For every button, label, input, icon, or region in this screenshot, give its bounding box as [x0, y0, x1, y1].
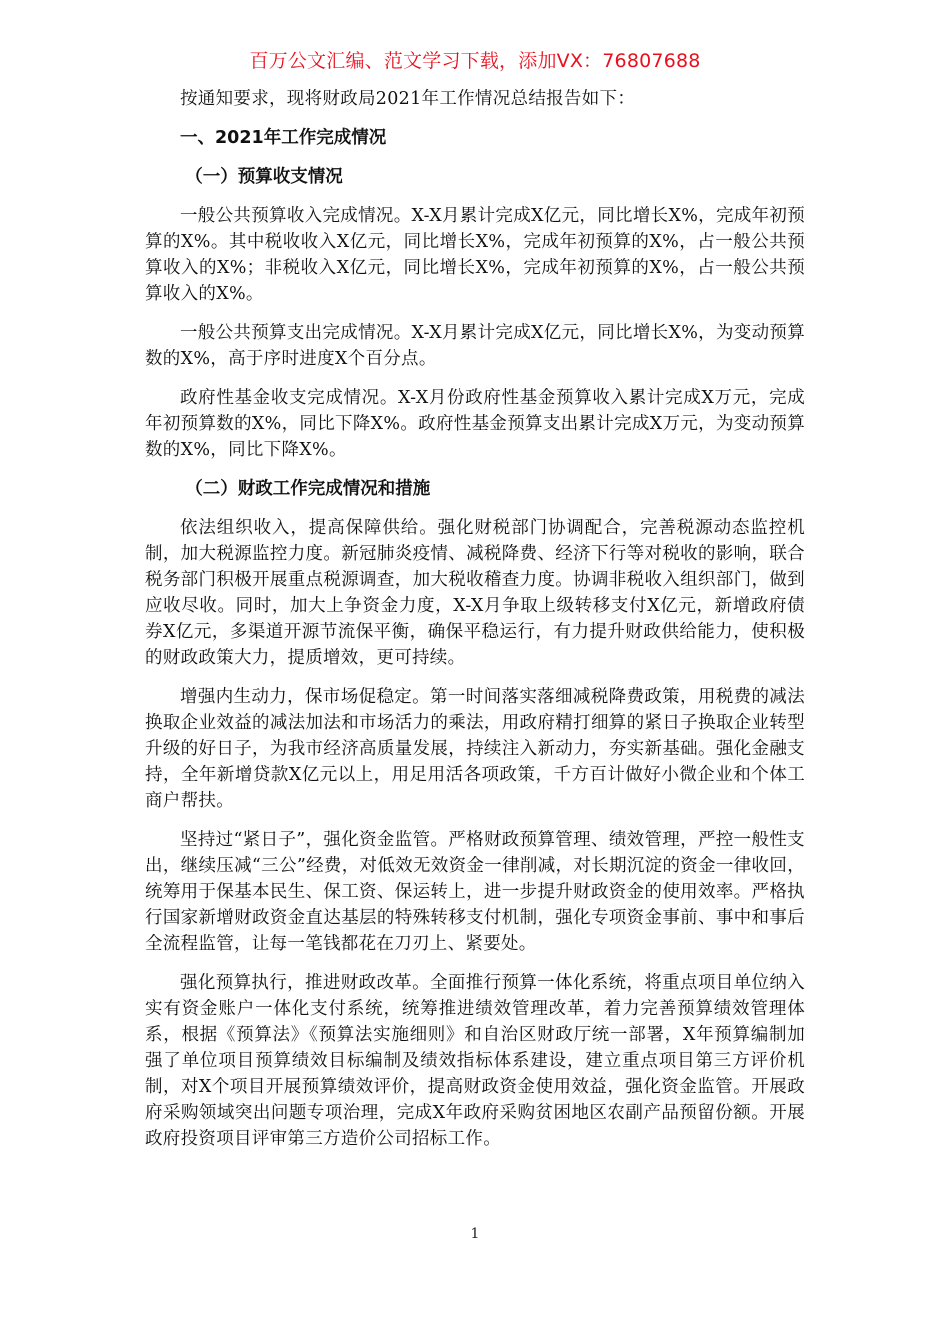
- paragraph: 政府性基金收支完成情况。X-X月份政府性基金预算收入累计完成X万元，完成年初预算数的X%，同比下降X%。政府性基金预算支出累计完成X万元，为变动预算数的X%，同比下降X%。: [145, 388, 805, 460]
- paragraph: 增强内生动力，保市场促稳定。第一时间落实落细减税降费政策，用税费的减法换取企业效益的减法加法和市场活力的乘法，用政府精打细算的紧日子换取企业转型升级的好日子，为我市经济高质量发展，持续注入新动力，夯实新基础。强化金融支持，全年新增贷款X亿元以上，用足用活各项政策，千方百计做好小微企业和个体工商户帮扶。: [145, 687, 805, 811]
- document-body: [145, 86, 805, 1165]
- header-banner: 百万公文汇编、范文学习下载，添加VX：76807688: [249, 50, 701, 72]
- page-number: 1: [470, 1226, 480, 1242]
- subsection-title-measures: （二）财政工作完成情况和措施: [185, 479, 431, 499]
- paragraph: 强化预算执行，推进财政改革。全面推行预算一体化系统，将重点项目单位纳入实有资金账户一体化支付系统，统筹推进绩效管理改革，着力完善预算绩效管理体系，根据《预算法》《预算法实施细则》和自治区财政厅统一部署，X年预算编制加强了单位项目预算绩效目标编制及绩效指标体系建设，建立重点项目第三方评价机制，对X个项目开展预算绩效评价，提高财政资金使用效益，强化资金监管。开展政府采购领域突出问题专项治理，完成X年政府采购贫困地区农副产品预留份额。开展政府投资项目评审第三方造价公司招标工作。: [145, 973, 805, 1149]
- paragraph: 依法组织收入，提高保障供给。强化财税部门协调配合，完善税源动态监控机制，加大税源监控力度。新冠肺炎疫情、减税降费、经济下行等对税收的影响，联合税务部门积极开展重点税源调查，加大税收稽查力度。协调非税收入组织部门，做到应收尽收。同时，加大上争资金力度，X-X月争取上级转移支付X亿元，新增政府债券X亿元，多渠道开源节流保平衡，确保平稳运行，有力提升财政供给能力，使积极的财政政策大力，提质增效，更可持续。: [145, 518, 805, 668]
- subsection-title-budget: （一）预算收支情况: [185, 167, 343, 187]
- paragraph: 一般公共预算收入完成情况。X-X月累计完成X亿元，同比增长X%，完成年初预算的X%。其中税收收入X亿元，同比增长X%，完成年初预算的X%，占一般公共预算收入的X%；非税收入X亿元，同比增长X%，完成年初预算的X%，占一般公共预算收入的X%。: [145, 206, 805, 304]
- section-title: 一、2021年工作完成情况: [180, 128, 387, 148]
- paragraph: 一般公共预算支出完成情况。X-X月累计完成X亿元，同比增长X%，为变动预算数的X%，高于序时进度X个百分点。: [145, 323, 805, 369]
- intro-paragraph: 按通知要求，现将财政局2021年工作情况总结报告如下：: [180, 89, 636, 109]
- paragraph: 坚持过“紧日子”，强化资金监管。严格财政预算管理、绩效管理，严控一般性支出，继续压减“三公”经费，对低效无效资金一律削减，对长期沉淀的资金一律收回，统筹用于保基本民生、保工资、保运转上，进一步提升财政资金的使用效率。严格执行国家新增财政资金直达基层的特殊转移支付机制，强化专项资金事前、事中和事后全流程监管，让每一笔钱都花在刀刃上、紧要处。: [145, 830, 805, 954]
